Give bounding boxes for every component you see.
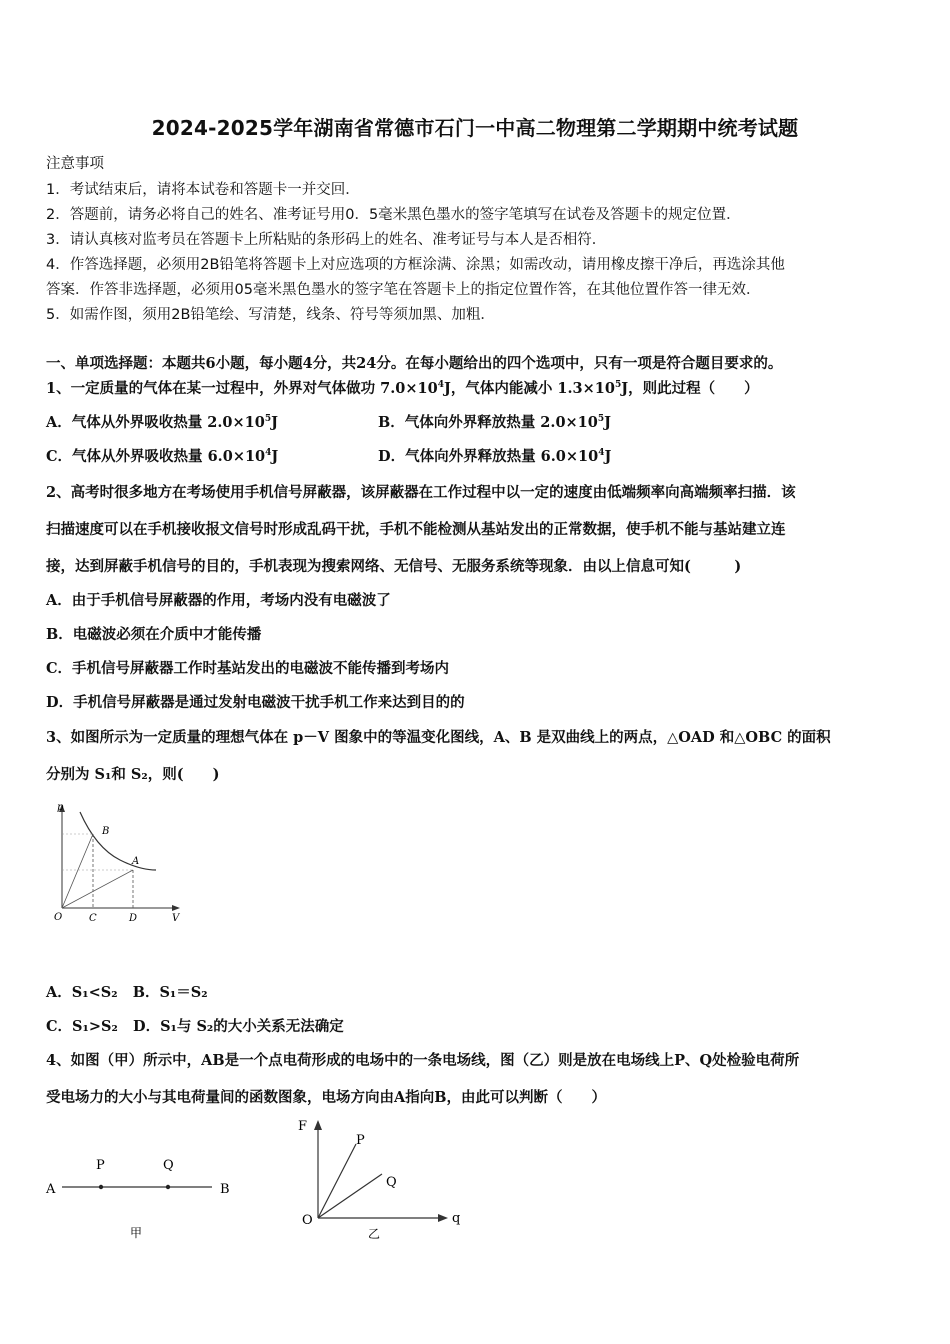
- label-p: P: [96, 1158, 105, 1173]
- q2-option-b: B．电磁波必须在介质中才能传播: [46, 626, 262, 643]
- pv-label-p: p: [57, 802, 64, 813]
- q1-stem-part-c: J，则此过程（ ）: [621, 380, 759, 397]
- q2-stem-line-2: 扫描速度可以在手机接收报文信号时形成乱码干扰，手机不能检测从基站发出的正常数据，使手机不能与基站建立连: [46, 521, 786, 538]
- pv-label-d: D: [129, 913, 138, 924]
- q3-option-b: B．S₁＝S₂: [132, 984, 208, 1001]
- pv-label-c: C: [89, 913, 97, 924]
- q1-exp-1: 4: [437, 380, 444, 391]
- section-heading: 一、单项选择题：本题共6小题，每小题4分，共24分。在每小题给出的四个选项中，只有一项是符合题目要求的。: [46, 355, 783, 372]
- q1-option-a-exp: 5: [264, 414, 272, 425]
- pv-v-arrow: [172, 905, 180, 911]
- q3-option-d: D．S₁与 S₂的大小关系无法确定: [133, 1018, 344, 1035]
- q2-option-c: C．手机信号屏蔽器工作时基站发出的电磁波不能传播到考场内: [46, 660, 450, 677]
- pv-label-a: A: [132, 856, 140, 867]
- notice-item-5: 5．如需作图，须用2B铅笔绘、写清楚，线条、符号等须加黑、加粗．: [46, 307, 495, 323]
- line-q: [318, 1174, 382, 1218]
- pv-isotherm-curve: [80, 812, 156, 870]
- label-o: O: [302, 1213, 313, 1228]
- label-a: A: [46, 1182, 56, 1197]
- q1-stem-part-b: J，气体内能减小 1.3×10: [443, 380, 615, 397]
- q-axis-arrow: [438, 1214, 448, 1222]
- q1-exp-2: 5: [614, 380, 622, 391]
- q1-option-a-unit: J: [271, 414, 278, 431]
- q1-option-c-unit: J: [271, 448, 279, 465]
- f-q-graph: [290, 1112, 470, 1247]
- q1-stem-part-a: 1、一定质量的气体在某一过程中，外界对气体做功 7.0×10: [46, 380, 438, 397]
- label-line-p: P: [356, 1133, 365, 1148]
- label-q-axis: q: [452, 1211, 461, 1226]
- q1-option-a-text: A．气体从外界吸收热量 2.0×10: [46, 414, 265, 431]
- label-b: B: [220, 1182, 230, 1197]
- caption-yi: 乙: [368, 1227, 381, 1241]
- q1-option-b-text: B．气体向外界释放热量 2.0×10: [378, 414, 598, 431]
- q2-stem-line-3: 接，达到屏蔽手机信号的目的，手机表现为搜索网络、无信号、无服务系统等现象．由以上信息可知( ): [46, 558, 742, 575]
- notice-item-1: 1．考试结束后，请将本试卷和答题卡一并交回．: [46, 182, 360, 198]
- q1-option-c-exp: 4: [265, 448, 272, 459]
- q1-option-a: [46, 411, 278, 432]
- q1-option-d-unit: J: [604, 448, 612, 465]
- point-q: [166, 1185, 170, 1189]
- q1-option-b: [378, 411, 611, 432]
- q3-options-row-1: [46, 981, 208, 1002]
- q2-option-d: D．手机信号屏蔽器是通过发射电磁波干扰手机工作来达到目的的: [46, 694, 465, 711]
- field-line-diagram: [40, 1145, 250, 1245]
- pv-label-o: O: [54, 912, 63, 923]
- q3-stem-line-1: 3、如图所示为一定质量的理想气体在 p－V 图象中的等温变化图线，A、B 是双曲线上的两点，△OAD 和△OBC 的面积: [46, 729, 831, 746]
- label-f: F: [298, 1119, 308, 1134]
- label-line-q: Q: [386, 1175, 397, 1190]
- f-axis-arrow: [314, 1120, 322, 1130]
- line-p: [318, 1144, 356, 1218]
- q1-option-d-text: D．气体向外界释放热量 6.0×10: [378, 448, 599, 465]
- notice-heading: 注意事项: [46, 156, 104, 172]
- pv-diagram: [48, 800, 188, 925]
- notice-item-3: 3．请认真核对监考员在答题卡上所粘贴的条形码上的姓名、准考证号与本人是否相符．: [46, 232, 607, 248]
- pv-line-oa: [62, 870, 133, 908]
- pv-label-b: B: [102, 826, 110, 837]
- q3-stem-line-2: 分别为 S₁和 S₂，则( ): [46, 766, 220, 783]
- notice-item-4: 4．作答选择题，必须用2B铅笔将答题卡上对应选项的方框涂满、涂黑；如需改动，请用橡皮擦干净后，再选涂其他: [46, 257, 785, 273]
- q2-stem-line-1: 2、高考时很多地方在考场使用手机信号屏蔽器，该屏蔽器在工作过程中以一定的速度由低端频率向高端频率扫描．该: [46, 484, 796, 501]
- label-q: Q: [163, 1158, 174, 1173]
- q1-option-b-exp: 5: [597, 414, 605, 425]
- q3-options-row-2: [46, 1015, 344, 1036]
- q4-stem-line-2: 受电场力的大小与其电荷量间的函数图象，电场方向由A指向B，由此可以判断（ ）: [46, 1089, 607, 1106]
- caption-jia: 甲: [130, 1226, 143, 1240]
- pv-label-v: V: [172, 913, 180, 924]
- notice-item-4-cont: 答案．作答非选择题，必须用05毫米黑色墨水的签字笔在答题卡上的指定位置作答，在其他位置作答一律无效．: [46, 282, 761, 298]
- q3-option-a: A．S₁<S₂: [46, 984, 118, 1001]
- q2-option-a: A．由于手机信号屏蔽器的作用，考场内没有电磁波了: [46, 592, 391, 609]
- page-title: 2024-2025学年湖南省常德市石门一中高二物理第二学期期中统考试题: [151, 116, 799, 140]
- q1-option-c: [46, 445, 278, 466]
- point-p: [99, 1185, 103, 1189]
- q1-option-c-text: C．气体从外界吸收热量 6.0×10: [46, 448, 266, 465]
- pv-line-ob: [62, 834, 93, 908]
- notice-item-2: 2．答题前，请务必将自己的姓名、准考证号用0．5毫米黑色墨水的签字笔填写在试卷及答题卡的规定位置．: [46, 207, 741, 223]
- q3-option-c: C．S₁>S₂: [46, 1018, 118, 1035]
- q1-option-d-exp: 4: [598, 448, 605, 459]
- q4-stem-line-1: 4、如图（甲）所示中，AB是一个点电荷形成的电场中的一条电场线，图（乙）则是放在电场线上P、Q处检验电荷所: [46, 1052, 800, 1069]
- q1-option-b-unit: J: [604, 414, 611, 431]
- q1-option-d: [378, 445, 611, 466]
- question-1-stem: [46, 377, 759, 398]
